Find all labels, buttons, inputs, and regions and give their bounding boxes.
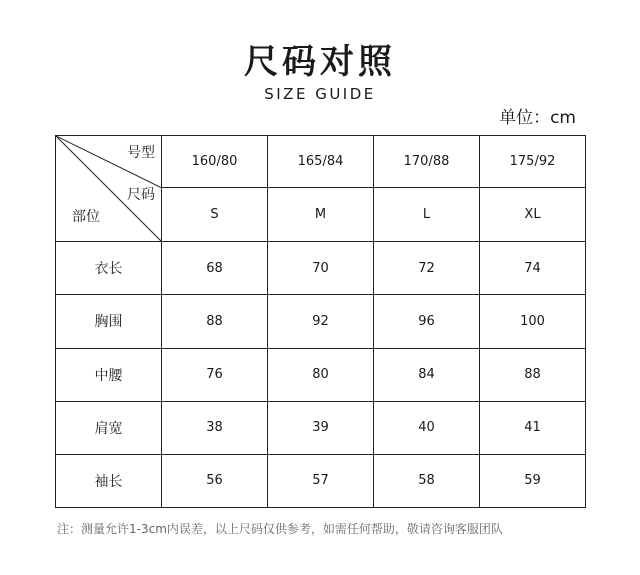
size-cell: S bbox=[162, 188, 268, 242]
value-cell: 74 bbox=[480, 242, 586, 295]
corner-type-label: 号型 bbox=[127, 145, 155, 161]
type-row bbox=[56, 136, 586, 188]
value-cell: 40 bbox=[374, 401, 480, 454]
footnote: 注：测量允许1-3cm内误差，以上尺码仅供参考，如需任何帮助，敬请咨询客服团队 bbox=[57, 522, 503, 536]
unit-label: 单位：cm bbox=[499, 108, 576, 128]
value-cell: 39 bbox=[268, 401, 374, 454]
value-cell: 68 bbox=[162, 242, 268, 295]
table-row bbox=[56, 348, 586, 401]
value-cell: 57 bbox=[268, 454, 374, 507]
corner-cell bbox=[56, 136, 162, 242]
page-title: 尺码对照 bbox=[244, 42, 396, 82]
type-cell: 175/92 bbox=[480, 136, 586, 188]
value-cell: 100 bbox=[480, 295, 586, 348]
page-subtitle: SIZE GUIDE bbox=[264, 85, 376, 103]
value-cell: 41 bbox=[480, 401, 586, 454]
type-cell: 165/84 bbox=[268, 136, 374, 188]
row-label: 袖长 bbox=[56, 454, 162, 507]
size-cell: M bbox=[268, 188, 374, 242]
size-table bbox=[55, 135, 586, 508]
table-row bbox=[56, 242, 586, 295]
row-label: 胸围 bbox=[56, 295, 162, 348]
type-cell: 160/80 bbox=[162, 136, 268, 188]
value-cell: 76 bbox=[162, 348, 268, 401]
type-cell: 170/88 bbox=[374, 136, 480, 188]
corner-size-label: 尺码 bbox=[127, 187, 155, 203]
table-row bbox=[56, 401, 586, 454]
value-cell: 59 bbox=[480, 454, 586, 507]
value-cell: 72 bbox=[374, 242, 480, 295]
value-cell: 58 bbox=[374, 454, 480, 507]
value-cell: 96 bbox=[374, 295, 480, 348]
value-cell: 56 bbox=[162, 454, 268, 507]
row-label: 肩宽 bbox=[56, 401, 162, 454]
value-cell: 92 bbox=[268, 295, 374, 348]
row-label: 衣长 bbox=[56, 242, 162, 295]
value-cell: 70 bbox=[268, 242, 374, 295]
value-cell: 38 bbox=[162, 401, 268, 454]
row-label: 中腰 bbox=[56, 348, 162, 401]
value-cell: 84 bbox=[374, 348, 480, 401]
value-cell: 80 bbox=[268, 348, 374, 401]
corner-part-label: 部位 bbox=[72, 209, 100, 225]
value-cell: 88 bbox=[162, 295, 268, 348]
size-cell: XL bbox=[480, 188, 586, 242]
table-row bbox=[56, 454, 586, 507]
value-cell: 88 bbox=[480, 348, 586, 401]
size-cell: L bbox=[374, 188, 480, 242]
table-row bbox=[56, 295, 586, 348]
